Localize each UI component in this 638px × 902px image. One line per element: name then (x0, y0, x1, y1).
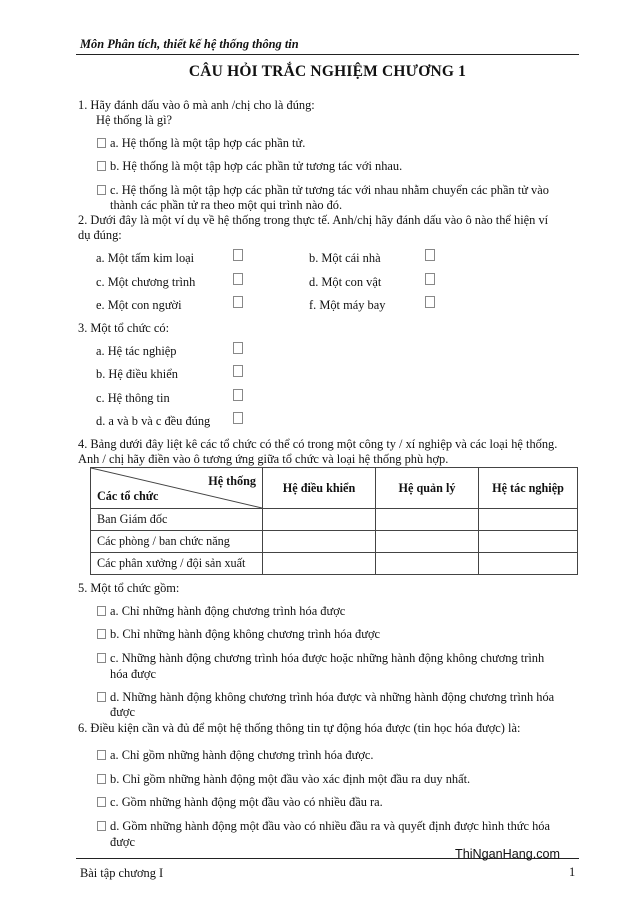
answer-cell[interactable] (263, 553, 376, 575)
checkbox[interactable] (97, 750, 106, 760)
q3-option-a: a. Hệ tác nghiệp (96, 344, 177, 358)
checkbox[interactable] (233, 273, 243, 285)
q5-option-b[interactable]: b. Chỉ những hành động không chương trình hóa được (97, 626, 380, 642)
q2-option-e: e. Một con người (96, 298, 182, 312)
table-row (91, 553, 578, 575)
answer-cell[interactable] (263, 509, 376, 531)
q6-option-b[interactable]: b. Chỉ gồm những hành động một đầu vào xác định một đầu ra duy nhất. (97, 771, 470, 787)
q1-option-a[interactable]: a. Hệ thống là một tập hợp các phần tử. (97, 135, 305, 151)
answer-cell[interactable] (479, 531, 578, 553)
page-title: CÂU HỎI TRẮC NGHIỆM CHƯƠNG 1 (188, 63, 467, 80)
q5-stem: 5. Một tổ chức gồm: (78, 581, 180, 595)
q6-option-c[interactable]: c. Gồm những hành động một đầu vào có nhiều đầu ra. (97, 794, 383, 810)
q3-option-c: c. Hệ thông tin (96, 391, 170, 405)
q1-option-c-cont: thành các phần tử ra theo một qui trình nào đó. (110, 198, 343, 212)
q3-option-d: d. a và b và c đều đúng (96, 414, 211, 428)
q2-option-c: c. Một chương trình (96, 275, 196, 289)
checkbox[interactable] (233, 342, 243, 354)
checkbox[interactable] (97, 606, 106, 616)
checkbox[interactable] (425, 296, 435, 308)
q5-option-c[interactable]: c. Những hành động chương trình hóa được hoặc những hành động không chương trình (97, 650, 544, 666)
q3-option-b: b. Hệ điều khiển (96, 367, 178, 381)
header-rule (76, 54, 579, 55)
table-row (91, 509, 578, 531)
answer-cell[interactable] (376, 531, 479, 553)
q2-option-a: a. Một tấm kim loại (96, 251, 195, 265)
row-label: Ban Giám đốc (91, 509, 263, 531)
checkbox[interactable] (425, 273, 435, 285)
answer-cell[interactable] (479, 509, 578, 531)
checkbox[interactable] (233, 412, 243, 424)
row-label: Các phân xưởng / đội sản xuất (91, 553, 263, 575)
q5-option-a[interactable]: a. Chỉ những hành động chương trình hóa được (97, 603, 345, 619)
q3-stem: 3. Một tổ chức có: (78, 321, 170, 335)
q1-sub: Hệ thống là gì? (96, 113, 173, 127)
checkbox[interactable] (97, 821, 106, 831)
q6-stem: 6. Điều kiện cần và đủ để một hệ thống thông tin tự động hóa được (tin học hóa được) là: (78, 721, 521, 735)
table-header-row (91, 468, 578, 509)
column-header: Hệ quản lý (376, 468, 479, 509)
answer-cell[interactable] (479, 553, 578, 575)
checkbox[interactable] (233, 365, 243, 377)
corner-label-systems: Hệ thống (208, 474, 256, 488)
checkbox[interactable] (97, 138, 106, 148)
column-header: Hệ điều khiển (263, 468, 376, 509)
organization-system-table (90, 467, 578, 575)
checkbox[interactable] (97, 797, 106, 807)
page-number: 1 (569, 865, 576, 879)
q1-stem: 1. Hãy đánh dấu vào ô mà anh /chị cho là đúng: (78, 98, 315, 112)
q6-option-a[interactable]: a. Chỉ gồm những hành động chương trình hóa được. (97, 747, 373, 763)
q5-option-d[interactable]: d. Những hành động không chương trình hóa được và những hành động chương trình hóa (97, 689, 554, 705)
checkbox[interactable] (97, 629, 106, 639)
checkbox[interactable] (97, 185, 106, 195)
table-row (91, 531, 578, 553)
q2-option-d: d. Một con vật (309, 275, 382, 289)
answer-cell[interactable] (263, 531, 376, 553)
checkbox[interactable] (425, 249, 435, 261)
running-header: Môn Phân tích, thiết kế hệ thống thông tin (80, 37, 299, 51)
checkbox[interactable] (97, 774, 106, 784)
site-watermark: ThiNganHang.com (455, 847, 560, 861)
q2-stem: 2. Dưới đây là một ví dụ về hệ thống trong thực tế. Anh/chị hãy đánh dấu vào ô nào thể hiện ví (78, 213, 549, 227)
checkbox[interactable] (97, 653, 106, 663)
checkbox[interactable] (233, 389, 243, 401)
q1-option-c[interactable]: c. Hệ thống là một tập hợp các phần tử tương tác với nhau nhằm chuyển các phần tử vào (97, 182, 549, 198)
checkbox[interactable] (233, 249, 243, 261)
checkbox[interactable] (97, 692, 106, 702)
footer-label: Bài tập chương I (80, 866, 164, 880)
row-label: Các phòng / ban chức năng (91, 531, 263, 553)
q2-option-b: b. Một cái nhà (309, 251, 381, 265)
q4-stem-cont: Anh / chị hãy điền vào ô tương ứng giữa tổ chức và loại hệ thống phù hợp. (78, 452, 449, 466)
q5-option-c-cont: hóa được (110, 667, 156, 681)
q4-stem: 4. Bảng dưới đây liệt kê các tổ chức có thể có trong một công ty / xí nghiệp và các loại hệ thống. (78, 437, 558, 451)
table-corner-cell (91, 468, 263, 509)
q2-stem-cont: dụ đúng: (78, 228, 122, 242)
checkbox[interactable] (233, 296, 243, 308)
q2-option-f: f. Một máy bay (309, 298, 386, 312)
column-header: Hệ tác nghiệp (479, 468, 578, 509)
q6-option-d-cont: được (110, 835, 135, 849)
corner-label-organizations: Các tổ chức (97, 489, 159, 503)
checkbox[interactable] (97, 161, 106, 171)
q5-option-d-cont: được (110, 705, 135, 719)
answer-cell[interactable] (376, 553, 479, 575)
answer-cell[interactable] (376, 509, 479, 531)
q6-option-d[interactable]: d. Gồm những hành động một đầu vào có nhiều đầu ra và quyết định được hình thức hóa (97, 818, 550, 834)
footer-rule (76, 858, 579, 859)
q1-option-b[interactable]: b. Hệ thống là một tập hợp các phần tử tương tác với nhau. (97, 158, 402, 174)
